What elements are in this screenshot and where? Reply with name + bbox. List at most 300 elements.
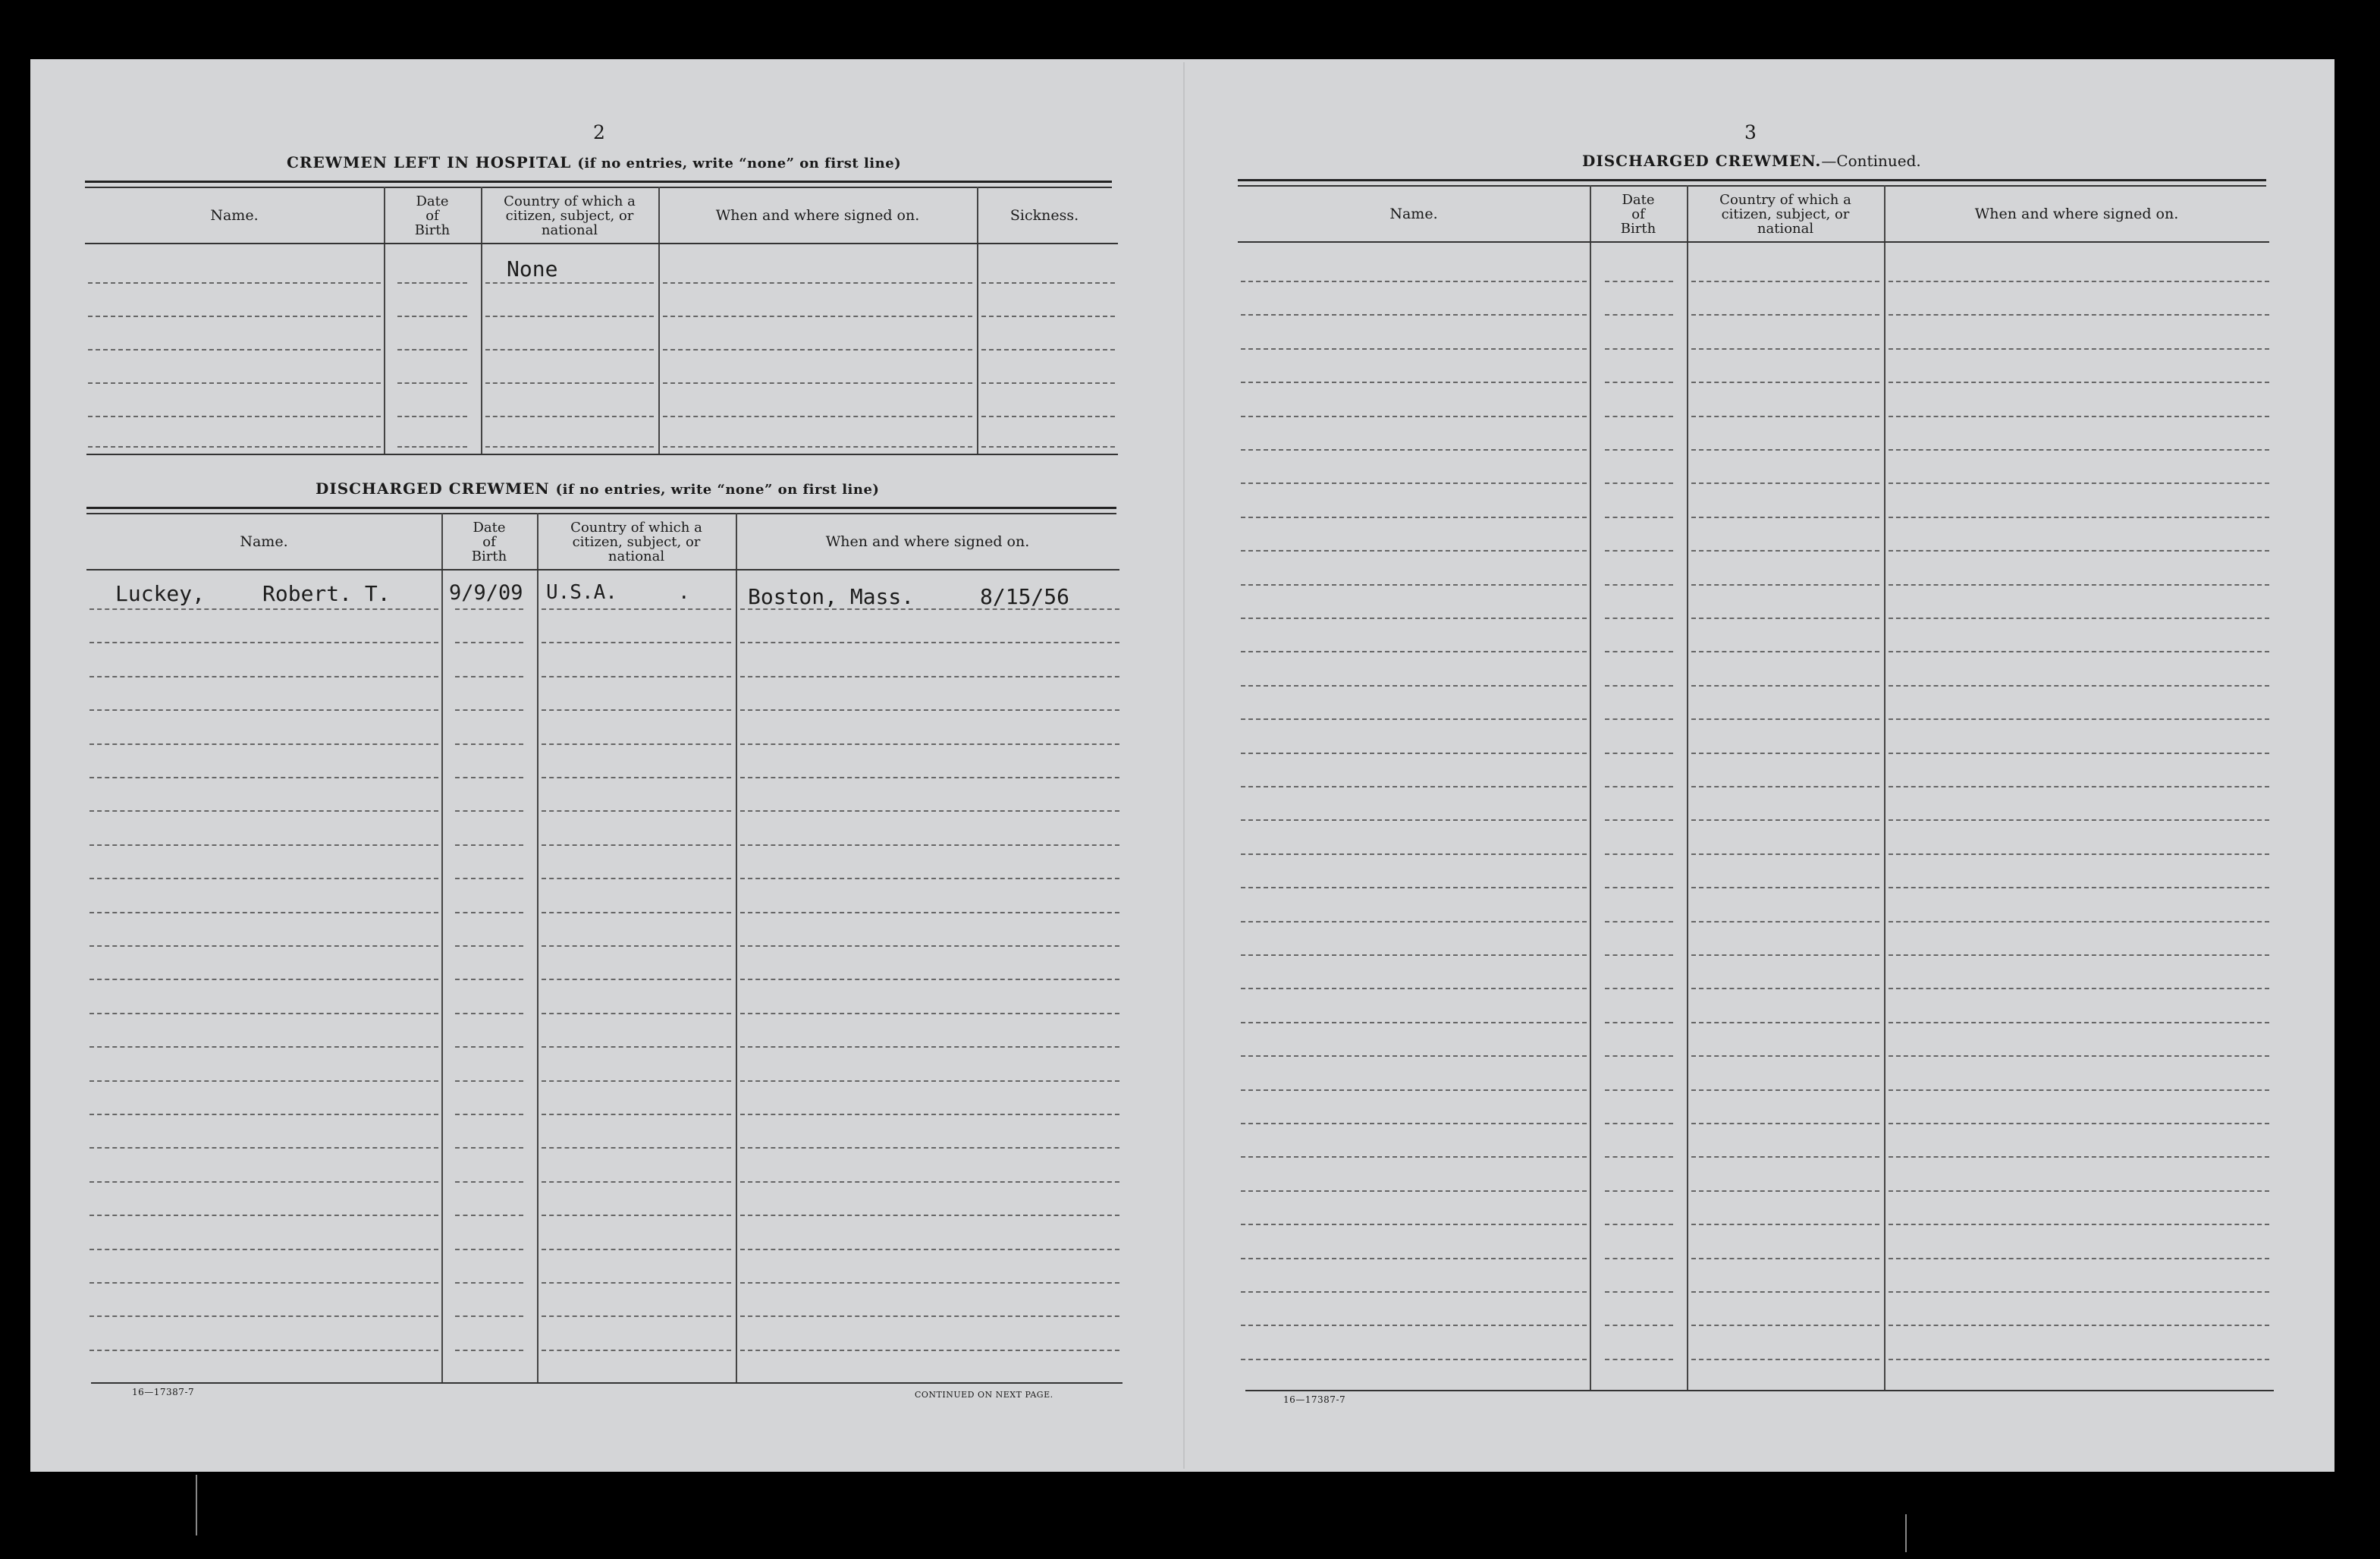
- dotted-line: [1241, 1359, 1587, 1360]
- dotted-line: [740, 1147, 1119, 1149]
- dotted-line: [740, 1249, 1119, 1250]
- dotted-line: [88, 416, 381, 417]
- column-header-name: Name.: [210, 207, 259, 224]
- dotted-line: [1605, 1123, 1673, 1124]
- dotted-line: [1605, 786, 1673, 787]
- dotted-line: [485, 282, 654, 284]
- dotted-line: [663, 282, 972, 284]
- scan-mark: [1905, 1514, 1907, 1552]
- dotted-line: [88, 282, 381, 284]
- dotted-line: [1691, 921, 1879, 923]
- dotted-line: [1605, 1089, 1673, 1091]
- page-number: 3: [1744, 121, 1757, 143]
- dotted-line: [740, 844, 1119, 846]
- dotted-line: [1691, 853, 1879, 855]
- scanned-sheet: [30, 59, 2334, 1472]
- discharged-section-title: DISCHARGED CREWMEN (if no entries, write “none” on first line): [316, 479, 880, 498]
- dotted-line: [1605, 887, 1673, 888]
- dotted-line: [1691, 517, 1879, 518]
- dotted-line: [1241, 1055, 1587, 1057]
- dotted-line: [455, 878, 523, 879]
- dotted-line: [1691, 584, 1879, 586]
- form-number: 16—17387-7: [132, 1387, 195, 1397]
- dotted-line: [542, 912, 731, 913]
- dotted-line: [1605, 753, 1673, 754]
- dotted-line: [1605, 1022, 1673, 1023]
- dotted-line: [1605, 685, 1673, 687]
- dotted-line: [89, 1046, 438, 1048]
- column-header-country: Country of which a citizen, subject, or national: [570, 519, 702, 564]
- dotted-line: [542, 608, 731, 610]
- column-header-sickness: Sickness.: [1009, 207, 1079, 224]
- table-top-rule: [85, 181, 1112, 183]
- dotted-line: [542, 979, 731, 980]
- dotted-line: [740, 676, 1119, 677]
- dotted-line: [1691, 449, 1879, 451]
- dotted-line: [89, 743, 438, 745]
- dotted-line: [1691, 382, 1879, 383]
- dotted-line: [89, 810, 438, 812]
- dotted-line: [1241, 1190, 1587, 1192]
- dotted-line: [1605, 449, 1673, 451]
- dotted-line: [1889, 618, 2269, 619]
- dotted-line: [455, 1350, 523, 1351]
- dotted-line: [981, 316, 1115, 317]
- dotted-line: [1889, 482, 2269, 484]
- dotted-line: [1889, 887, 2269, 888]
- dotted-line: [1691, 618, 1879, 619]
- dotted-line: [1691, 1123, 1879, 1124]
- dotted-line: [542, 777, 731, 778]
- dotted-line: [1889, 584, 2269, 586]
- dotted-line: [1605, 550, 1673, 552]
- dotted-line: [89, 676, 438, 677]
- dotted-line: [455, 912, 523, 913]
- dotted-line: [740, 1046, 1119, 1048]
- dotted-line: [1241, 651, 1587, 652]
- dotted-line: [1241, 718, 1587, 720]
- dotted-line: [1889, 1224, 2269, 1225]
- dotted-line: [455, 1046, 523, 1048]
- dotted-line: [1241, 685, 1587, 687]
- dotted-line: [1241, 921, 1587, 923]
- dotted-line: [1889, 550, 2269, 552]
- dotted-line: [89, 1282, 438, 1284]
- dotted-line: [485, 446, 654, 448]
- entry-surname: Luckey,: [115, 581, 206, 606]
- dotted-line: [740, 1215, 1119, 1216]
- dotted-line: [89, 642, 438, 643]
- dotted-line: [89, 709, 438, 711]
- dotted-line: [740, 1114, 1119, 1115]
- dotted-line: [1889, 416, 2269, 417]
- dotted-line: [740, 1350, 1119, 1351]
- dotted-line: [542, 1282, 731, 1284]
- dotted-line: [1691, 954, 1879, 956]
- dotted-line: [397, 316, 467, 317]
- dotted-line: [1241, 416, 1587, 417]
- dotted-line: [1241, 1224, 1587, 1225]
- column-divider: [441, 513, 443, 1382]
- dotted-line: [1605, 314, 1673, 316]
- entry-country: U.S.A.: [546, 581, 617, 604]
- dotted-line: [455, 844, 523, 846]
- discharged-continued-title: DISCHARGED CREWMEN.—Continued.: [1582, 152, 1921, 170]
- dotted-line: [89, 1147, 438, 1149]
- dotted-line: [1889, 1258, 2269, 1259]
- form-number: 16—17387-7: [1283, 1394, 1346, 1405]
- table-bottom-rule: [91, 1382, 1122, 1384]
- dotted-line: [397, 446, 467, 448]
- dotted-line: [455, 642, 523, 643]
- dotted-line: [1605, 988, 1673, 989]
- dotted-line: [1605, 1190, 1673, 1192]
- entry-dob: 9/9/09: [449, 581, 523, 605]
- dotted-line: [89, 1350, 438, 1351]
- dotted-line: [455, 1080, 523, 1082]
- dotted-line: [397, 349, 467, 350]
- dotted-line: [1241, 382, 1587, 383]
- dotted-line: [1241, 988, 1587, 989]
- dotted-line: [542, 1114, 731, 1115]
- dotted-line: [1889, 1156, 2269, 1158]
- table-top-rule: [1238, 179, 2266, 181]
- dotted-line: [1889, 718, 2269, 720]
- dotted-line: [1691, 753, 1879, 754]
- dotted-line: [1241, 1258, 1587, 1259]
- dotted-line: [1691, 348, 1879, 350]
- dotted-line: [542, 1249, 731, 1250]
- dotted-line: [1605, 618, 1673, 619]
- dotted-line: [1241, 853, 1587, 855]
- dotted-line: [1691, 685, 1879, 687]
- dotted-line: [1605, 1055, 1673, 1057]
- dotted-line: [1889, 954, 2269, 956]
- dotted-line: [1605, 1325, 1673, 1326]
- dotted-line: [1605, 921, 1673, 923]
- dotted-line: [542, 844, 731, 846]
- dotted-line: [455, 743, 523, 745]
- dotted-line: [740, 878, 1119, 879]
- dotted-line: [663, 416, 972, 417]
- dotted-line: [1241, 1325, 1587, 1326]
- dotted-line: [740, 642, 1119, 643]
- dotted-line: [542, 1147, 731, 1149]
- dotted-line: [542, 676, 731, 677]
- dotted-line: [455, 1315, 523, 1317]
- dotted-line: [1605, 482, 1673, 484]
- column-divider: [1590, 185, 1591, 1390]
- dotted-line: [1691, 718, 1879, 720]
- dotted-line: [1605, 651, 1673, 652]
- dotted-line: [485, 416, 654, 417]
- dotted-line: [1241, 618, 1587, 619]
- dotted-line: [1889, 517, 2269, 518]
- dotted-line: [89, 1181, 438, 1183]
- table-top-rule: [86, 507, 1116, 509]
- dotted-line: [1889, 1055, 2269, 1057]
- table-bottom-rule: [1245, 1390, 2274, 1391]
- dotted-line: [542, 642, 731, 643]
- dotted-line: [1605, 1156, 1673, 1158]
- dotted-line: [1691, 1190, 1879, 1192]
- dotted-line: [1691, 1224, 1879, 1225]
- dotted-line: [1691, 1022, 1879, 1023]
- dotted-line: [1889, 1123, 2269, 1124]
- dotted-line: [485, 382, 654, 384]
- dotted-line: [981, 282, 1115, 284]
- dotted-line: [1605, 584, 1673, 586]
- column-header-dob: Date of Birth: [1620, 191, 1656, 237]
- dotted-line: [89, 1013, 438, 1014]
- dotted-line: [740, 709, 1119, 711]
- dotted-line: [88, 446, 381, 448]
- dotted-line: [1691, 1089, 1879, 1091]
- dotted-line: [89, 608, 438, 610]
- dotted-line: [1241, 449, 1587, 451]
- dotted-line: [1691, 1325, 1879, 1326]
- dotted-line: [1889, 1325, 2269, 1326]
- dotted-line: [1691, 1055, 1879, 1057]
- dotted-line: [1889, 921, 2269, 923]
- dotted-line: [1241, 348, 1587, 350]
- dotted-line: [663, 316, 972, 317]
- dotted-line: [1691, 786, 1879, 787]
- dotted-line: [1605, 281, 1673, 282]
- dotted-line: [89, 844, 438, 846]
- dotted-line: [740, 1282, 1119, 1284]
- dotted-line: [1691, 1291, 1879, 1293]
- dotted-line: [740, 777, 1119, 778]
- dotted-line: [88, 316, 381, 317]
- dotted-line: [740, 1181, 1119, 1183]
- dotted-line: [1691, 281, 1879, 282]
- dotted-line: [1691, 550, 1879, 552]
- dotted-line: [981, 349, 1115, 350]
- column-divider: [736, 513, 737, 1382]
- dotted-line: [1691, 1359, 1879, 1360]
- dotted-line: [1691, 887, 1879, 888]
- dotted-line: [740, 912, 1119, 913]
- dotted-line: [1241, 1156, 1587, 1158]
- dotted-line: [740, 743, 1119, 745]
- dotted-line: [740, 979, 1119, 980]
- dotted-line: [981, 446, 1115, 448]
- dotted-line: [663, 349, 972, 350]
- dotted-line: [740, 810, 1119, 812]
- dotted-line: [397, 416, 467, 417]
- dotted-line: [455, 1013, 523, 1014]
- dotted-line: [455, 1282, 523, 1284]
- dotted-line: [1889, 786, 2269, 787]
- dotted-line: [1605, 1291, 1673, 1293]
- dotted-line: [1691, 819, 1879, 821]
- dotted-line: [1889, 281, 2269, 282]
- dotted-line: [1605, 416, 1673, 417]
- dotted-line: [88, 349, 381, 350]
- column-header-name: Name.: [1389, 206, 1438, 222]
- dotted-line: [455, 1249, 523, 1250]
- dotted-line: [663, 382, 972, 384]
- dotted-line: [89, 1080, 438, 1082]
- dotted-line: [1889, 348, 2269, 350]
- dotted-line: [455, 979, 523, 980]
- hospital-section-title: CREWMEN LEFT IN HOSPITAL (if no entries, write “none” on first line): [287, 153, 902, 171]
- dotted-line: [1691, 988, 1879, 989]
- entry-country-mark: .: [678, 581, 690, 604]
- dotted-line: [455, 1181, 523, 1183]
- dotted-line: [1241, 517, 1587, 518]
- entry-signed-on-date: 8/15/56: [980, 584, 1070, 609]
- dotted-line: [1691, 416, 1879, 417]
- dotted-line: [1691, 1258, 1879, 1259]
- dotted-line: [397, 382, 467, 384]
- dotted-line: [1241, 1291, 1587, 1293]
- dotted-line: [542, 1315, 731, 1317]
- table-bottom-rule: [86, 454, 1118, 455]
- dotted-line: [1605, 1359, 1673, 1360]
- dotted-line: [455, 945, 523, 947]
- dotted-line: [89, 777, 438, 778]
- dotted-line: [1605, 517, 1673, 518]
- dotted-line: [1241, 1089, 1587, 1091]
- dotted-line: [485, 349, 654, 350]
- dotted-line: [542, 709, 731, 711]
- dotted-line: [1605, 382, 1673, 383]
- dotted-line: [89, 1114, 438, 1115]
- column-header-country: Country of which a citizen, subject, or national: [504, 193, 636, 238]
- header-bottom-rule: [86, 569, 1119, 570]
- dotted-line: [1691, 651, 1879, 652]
- dotted-line: [1605, 1258, 1673, 1259]
- dotted-line: [1605, 718, 1673, 720]
- dotted-line: [1889, 651, 2269, 652]
- dotted-line: [455, 1215, 523, 1216]
- dotted-line: [1241, 1123, 1587, 1124]
- dotted-line: [740, 945, 1119, 947]
- dotted-line: [981, 382, 1115, 384]
- column-header-signed-on: When and where signed on.: [1974, 206, 2179, 222]
- dotted-line: [542, 810, 731, 812]
- dotted-line: [1605, 348, 1673, 350]
- dotted-line: [542, 1215, 731, 1216]
- dotted-line: [1691, 314, 1879, 316]
- header-bottom-rule: [1238, 241, 2269, 243]
- page-fold: [1183, 62, 1185, 1469]
- dotted-line: [542, 1181, 731, 1183]
- dotted-line: [1241, 1022, 1587, 1023]
- dotted-line: [89, 878, 438, 879]
- hospital-entry-country: None: [507, 256, 558, 281]
- header-bottom-rule: [85, 243, 1118, 244]
- dotted-line: [1889, 1089, 2269, 1091]
- dotted-line: [542, 945, 731, 947]
- dotted-line: [1889, 1359, 2269, 1360]
- column-header-country: Country of which a citizen, subject, or national: [1719, 191, 1851, 237]
- dotted-line: [542, 1013, 731, 1014]
- dotted-line: [89, 1215, 438, 1216]
- dotted-line: [1889, 1291, 2269, 1293]
- page-number: 2: [593, 121, 605, 143]
- dotted-line: [397, 282, 467, 284]
- dotted-line: [1241, 887, 1587, 888]
- dotted-line: [740, 1013, 1119, 1014]
- dotted-line: [88, 382, 381, 384]
- scan-mark: [196, 1475, 197, 1535]
- dotted-line: [740, 1080, 1119, 1082]
- continued-note: CONTINUED ON NEXT PAGE.: [915, 1390, 1053, 1400]
- dotted-line: [1889, 819, 2269, 821]
- dotted-line: [455, 676, 523, 677]
- column-header-signed-on: When and where signed on.: [715, 207, 920, 224]
- dotted-line: [1889, 853, 2269, 855]
- dotted-line: [1241, 281, 1587, 282]
- dotted-line: [1889, 753, 2269, 754]
- column-header-dob: Date of Birth: [471, 519, 507, 564]
- dotted-line: [1889, 314, 2269, 316]
- dotted-line: [455, 1114, 523, 1115]
- dotted-line: [1605, 954, 1673, 956]
- dotted-line: [1889, 1022, 2269, 1023]
- dotted-line: [1889, 449, 2269, 451]
- dotted-line: [89, 945, 438, 947]
- dotted-line: [1241, 314, 1587, 316]
- dotted-line: [740, 1315, 1119, 1317]
- dotted-line: [1241, 954, 1587, 956]
- dotted-line: [1241, 819, 1587, 821]
- dotted-line: [89, 1315, 438, 1317]
- dotted-line: [663, 446, 972, 448]
- dotted-line: [455, 709, 523, 711]
- dotted-line: [542, 1350, 731, 1351]
- dotted-line: [1241, 482, 1587, 484]
- dotted-line: [1241, 550, 1587, 552]
- column-divider: [1687, 185, 1688, 1390]
- dotted-line: [1691, 1156, 1879, 1158]
- dotted-line: [1605, 1224, 1673, 1225]
- dotted-line: [89, 979, 438, 980]
- dotted-line: [455, 777, 523, 778]
- dotted-line: [740, 608, 1119, 610]
- dotted-line: [455, 1147, 523, 1149]
- dotted-line: [485, 316, 654, 317]
- dotted-line: [1605, 819, 1673, 821]
- column-header-name: Name.: [240, 533, 288, 550]
- dotted-line: [1889, 685, 2269, 687]
- dotted-line: [89, 912, 438, 913]
- dotted-line: [1889, 382, 2269, 383]
- column-divider: [537, 513, 538, 1382]
- entry-signed-on-place: Boston, Mass.: [748, 584, 915, 609]
- dotted-line: [981, 416, 1115, 417]
- dotted-line: [1241, 584, 1587, 586]
- dotted-line: [455, 810, 523, 812]
- dotted-line: [542, 1080, 731, 1082]
- dotted-line: [1889, 1190, 2269, 1192]
- dotted-line: [542, 743, 731, 745]
- dotted-line: [1889, 988, 2269, 989]
- dotted-line: [1241, 753, 1587, 754]
- column-divider: [1884, 185, 1885, 1390]
- dotted-line: [1241, 786, 1587, 787]
- column-header-signed-on: When and where signed on.: [825, 533, 1030, 550]
- dotted-line: [1605, 853, 1673, 855]
- dotted-line: [542, 878, 731, 879]
- entry-given-name: Robert. T.: [262, 581, 391, 606]
- dotted-line: [1691, 482, 1879, 484]
- dotted-line: [542, 1046, 731, 1048]
- dotted-line: [89, 1249, 438, 1250]
